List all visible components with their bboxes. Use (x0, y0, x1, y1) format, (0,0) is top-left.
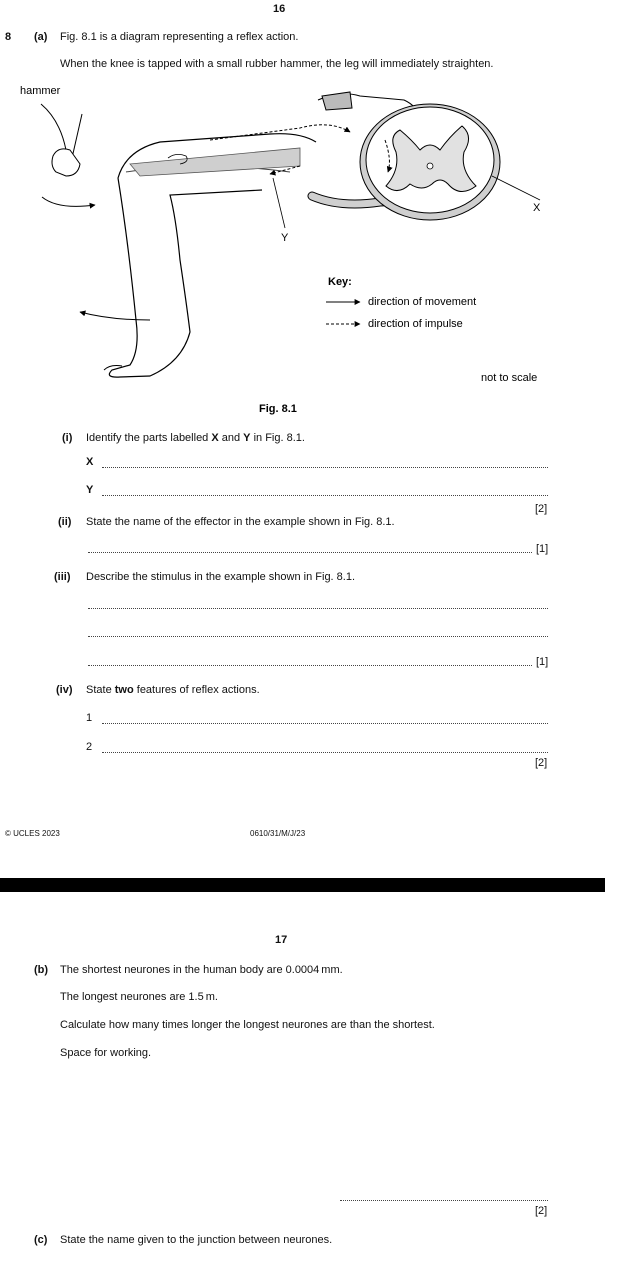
answer-line-iv-1[interactable] (102, 723, 548, 724)
answer-line-iii-3[interactable] (88, 665, 532, 666)
question-ii-label: (ii) (58, 516, 72, 528)
answer-y-label: Y (86, 484, 94, 496)
question-context: When the knee is tapped with a small rubber hammer, the leg will immediately straighten. (60, 58, 494, 70)
footer-paper-code: 0610/31/M/J/23 (250, 829, 306, 838)
key-title: Key: (328, 276, 352, 288)
question-iv-label: (iv) (56, 684, 73, 696)
working-space-area[interactable] (60, 1067, 548, 1187)
question-intro: Fig. 8.1 is a diagram representing a reflex action. (60, 31, 299, 43)
question-iv-text-start: State (86, 684, 115, 696)
part-b-line-1-unit: mm. (321, 964, 343, 976)
page-separator-gap (605, 878, 618, 892)
page-number: 17 (275, 934, 288, 946)
answer-line-b[interactable] (340, 1200, 548, 1201)
key-movement-label: direction of movement (368, 296, 477, 308)
part-b-line-2-text: The longest neurones are 1.5 (60, 991, 204, 1003)
question-i-and: and (218, 432, 244, 444)
part-b-line-1-text: The shortest neurones in the human body are 0.0004 (60, 964, 320, 976)
answer-line-iii-2[interactable] (88, 636, 548, 637)
question-i-label: (i) (62, 432, 73, 444)
label-x: X (533, 202, 541, 214)
scale-note: not to scale (481, 372, 538, 384)
question-i-text-start: Identify the parts labelled (86, 432, 212, 444)
marks-i: [2] (535, 503, 548, 515)
part-b-line-2 (60, 991, 218, 1004)
figure-caption: Fig. 8.1 (259, 403, 297, 415)
part-b-label: (b) (34, 964, 49, 976)
part-c-label: (c) (34, 1234, 48, 1246)
question-iv-text-end: features of reflex actions. (133, 684, 260, 696)
question-iii-text: Describe the stimulus in the example shown in Fig. 8.1. (86, 571, 356, 583)
answer-line-ii[interactable] (88, 552, 532, 553)
spinal-cord-cross-section (360, 104, 500, 220)
marks-ii: [1] (536, 543, 549, 555)
answer-line-y[interactable] (102, 495, 548, 496)
reflex-arc-diagram (0, 80, 618, 420)
label-y: Y (281, 232, 289, 244)
feature-2-number: 2 (86, 741, 93, 753)
part-c-text: State the name given to the junction between neurones. (60, 1234, 333, 1246)
question-iv-text (86, 684, 260, 697)
question-iii-label: (iii) (54, 571, 71, 583)
hammer-label: hammer (20, 85, 61, 97)
question-i-text-end: in Fig. 8.1. (250, 432, 305, 444)
marks-iii: [1] (536, 656, 549, 668)
answer-line-iii-1[interactable] (88, 608, 548, 609)
key-impulse-label: direction of impulse (368, 318, 463, 330)
sensory-impulse-arrow (210, 125, 350, 140)
hammer-icon (41, 104, 82, 176)
question-i-text (86, 432, 305, 445)
marks-iv: [2] (535, 757, 548, 769)
hammer-motion-arrow (42, 197, 95, 206)
part-b-line-3: Calculate how many times longer the longest neurones are than the shortest. (60, 1019, 435, 1031)
question-iv-bold: two (114, 684, 134, 696)
answer-line-iv-2[interactable] (102, 752, 548, 753)
part-a-label: (a) (34, 31, 48, 43)
working-space-label: Space for working. (60, 1047, 152, 1059)
question-i-y: Y (243, 432, 251, 444)
page-separator (0, 878, 605, 892)
exam-page-17 (0, 892, 618, 1265)
question-i-x: X (211, 432, 219, 444)
part-b-line-2-unit: m. (205, 991, 218, 1003)
part-b-line-1 (60, 964, 343, 977)
question-number: 8 (5, 31, 12, 43)
footer-copyright: © UCLES 2023 (5, 829, 60, 838)
marks-b: [2] (535, 1205, 548, 1217)
answer-line-x[interactable] (102, 467, 548, 468)
question-ii-text: State the name of the effector in the example shown in Fig. 8.1. (86, 516, 395, 528)
leg-movement-arrow (80, 312, 150, 320)
answer-x-label: X (86, 456, 94, 468)
feature-1-number: 1 (86, 712, 93, 724)
page-number: 16 (273, 3, 286, 15)
